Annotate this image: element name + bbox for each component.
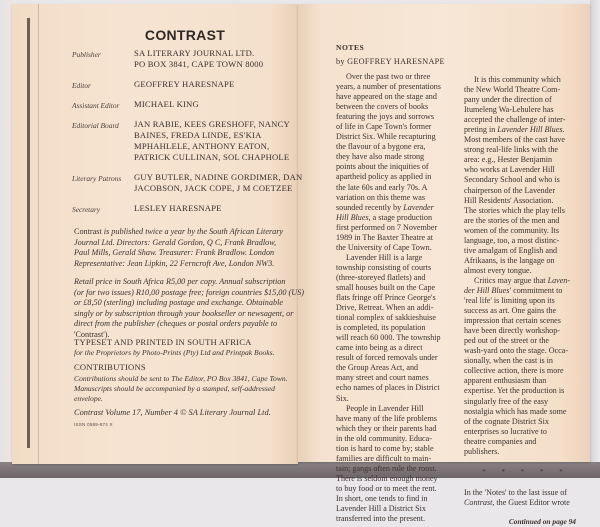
page-fold	[38, 4, 39, 464]
staff-line: SA LITERARY JOURNAL LTD.	[134, 48, 255, 58]
article-line: The stories which the play tells	[464, 205, 565, 215]
staff-line: JAN RABIE, KEES GRESHOFF, NANCY	[134, 119, 290, 129]
issn: ISSN 0589-874 X	[74, 422, 113, 427]
journal-name: Contrast	[74, 227, 102, 236]
staff-names	[134, 119, 312, 163]
article-line: Critics may argue that Laven-	[474, 275, 571, 285]
column-2-body	[464, 75, 588, 457]
article-line: result of forced removals under	[336, 353, 438, 363]
staff-line: LESLEY HARESNAPE	[134, 203, 222, 213]
article-line: 1989 in The Baxter Theatre at	[336, 232, 434, 242]
publication-line: Journal Ltd. Directors: Gerald Gordon, Q C, Frank Bradlow,	[74, 237, 277, 247]
staff-names	[134, 79, 312, 90]
contributions-heading: CONTRIBUTIONS	[74, 362, 146, 372]
typeset-heading: TYPESET AND PRINTED IN SOUTH AFRICA	[74, 337, 252, 347]
price-line: or £8,50 (sterling) including postage and exchange. Obtainable	[74, 298, 283, 308]
article-line: transferred into the present.	[336, 514, 425, 524]
article-line: the New World Theatre Com-	[464, 85, 561, 95]
article-line: families are difficult to main-	[336, 453, 432, 463]
article-line: chairperson of the Lavender	[464, 185, 556, 195]
article-line: is completed, its population	[336, 323, 426, 333]
contributions-line: envelope.	[74, 394, 103, 404]
price-info	[74, 277, 306, 341]
byline: by GEOFFREY HARESNAPE	[336, 57, 445, 66]
article-line: Secondary School and who is	[464, 175, 560, 185]
article-line: publishers.	[464, 446, 500, 456]
publication-info	[74, 227, 306, 269]
article-line: have been directly workshop-	[464, 326, 560, 336]
article-line: In the 'Notes' to the last issue of	[464, 487, 567, 497]
article-line: Lavender Hill a District Six	[336, 504, 426, 514]
staff-role: Publisher	[72, 50, 101, 59]
publication-line	[74, 227, 306, 238]
article-line: der Hill Blues' commitment to	[464, 285, 563, 295]
article-line: In short, one tends to find in	[336, 493, 428, 503]
article-line: flats fringe off Prince George's	[336, 293, 436, 303]
staff-row-literary-patrons	[72, 172, 312, 194]
volume-line: Contrast Volume 17, Number 4 © SA Literary Journal Ltd.	[74, 408, 271, 417]
staff-line: MPHAHLELE, ANTHONY EATON,	[134, 141, 270, 151]
staff-role: Literary Patrons	[72, 174, 122, 183]
article-line: women of the community. Its	[464, 225, 560, 235]
staff-line: PATRICK CULLINAN, SOL CHAPHOLE	[134, 152, 290, 162]
article-line: Hill Blues, a stage production	[336, 212, 432, 222]
article-line: theatre companies and	[464, 436, 537, 446]
article-line: came into being as a direct	[336, 343, 423, 353]
publication-line: Paul Mills, Gerald Shaw. Treasurer: Frank Bradlow. London	[74, 248, 275, 258]
article-line: featuring the joys and sorrows	[336, 112, 435, 122]
contributions-line: Manuscripts should be accompanied by a stamped, self-addressed	[74, 384, 275, 394]
article-line: language, too, a most distinc-	[464, 235, 560, 245]
staff-line: GEOFFREY HARESNAPE	[134, 79, 235, 89]
notes-heading: NOTES	[336, 43, 365, 52]
article-line: have appeared on the stage and	[336, 92, 437, 102]
article-line: apartheid policy as applied in	[336, 172, 432, 182]
article-line: will reach 60 000. The township	[336, 333, 441, 343]
article-line: 'real life' is limiting upon its	[464, 296, 555, 306]
article-line: sounded recently by Lavender	[336, 202, 434, 212]
contributions-line: Contributions should be sent to The Editor, PO Box 3841, Cape Town.	[74, 374, 288, 383]
contributions-text	[74, 374, 309, 405]
article-line: Contrast, the Guest Editor wrote	[464, 497, 570, 507]
article-line: first performed on 7 November	[336, 222, 438, 232]
article-line: years, a number of presentations	[336, 82, 441, 92]
article-line: to buy food or to meet the rent.	[336, 483, 437, 493]
staff-role: Secretary	[72, 205, 101, 214]
article-line: apparent enthusiasm than	[464, 376, 547, 386]
article-line: Over the past two or three	[346, 72, 431, 81]
typeset-text: for the Proprietors by Photo-Prints (Pty) Ltd and Printpak Books.	[74, 348, 275, 357]
staff-row-editorial-board	[72, 119, 312, 163]
price-line: direct from the publisher (cheques or postal orders payable to	[74, 319, 278, 329]
article-line: tional complex of sakkieshuise	[336, 313, 437, 323]
staff-row-publisher	[72, 48, 312, 70]
article-line: almost every tongue.	[464, 265, 532, 275]
staff-line: MICHAEL KING	[134, 99, 199, 109]
article-line: the late 60s and early 70s. A	[336, 182, 428, 192]
article-line: who works at Lavender Hill	[464, 165, 555, 175]
staff-row-editor	[72, 79, 312, 90]
staff-names	[134, 48, 312, 70]
article-line: impression that certain scenes	[464, 316, 561, 326]
staff-names	[134, 99, 312, 110]
publication-line: Representative: Jean Lipkin, 22 Ferncroft Ave, London NW3.	[74, 258, 275, 268]
price-line: Retail price in South Africa R5,00 per copy. Annual subscription	[74, 277, 286, 286]
article-line: the University of Cape Town.	[336, 242, 432, 252]
article-line: township consisting of courts	[336, 262, 432, 272]
article-line: There is seldom enough money	[336, 473, 438, 483]
article-line: have many of the life problems	[336, 413, 437, 423]
article-line: expertise. Yet the production is	[464, 386, 565, 396]
article-line: District Six. While recapturing	[336, 132, 436, 142]
article-line: area: e.g., Hester Benjamin	[464, 155, 553, 165]
article-line: which they or their parents had	[336, 423, 437, 433]
article-line: enterprises so lucrative to	[464, 426, 547, 436]
article-line: success as art. One gains the	[464, 306, 557, 316]
staff-row-secretary	[72, 203, 312, 214]
article-line: are the stories of the men and	[464, 215, 560, 225]
section-separator: * * * * *	[482, 467, 570, 476]
price-line: (or for two issues) R10,00 postage free; foreign countries $15,00 (US)	[74, 287, 304, 297]
article-column-2	[464, 75, 588, 527]
article-line: points about the iniquities of	[336, 162, 429, 172]
staff-role: Editorial Board	[72, 121, 119, 130]
article-line: strong real-life links with the	[464, 145, 558, 155]
article-line: the Group Areas Act, and	[336, 363, 419, 373]
article-column-1	[336, 72, 464, 524]
article-line: Six.	[336, 393, 349, 403]
article-line: they have also made strong	[336, 152, 425, 162]
article-line: collective action, there is more	[464, 366, 564, 376]
article-line: preting in Lavender Hill Blues.	[464, 125, 565, 135]
staff-line: PO BOX 3841, CAPE TOWN 8000	[134, 59, 264, 69]
staff-names	[134, 203, 312, 214]
staff-role: Assistant Editor	[72, 101, 120, 110]
article-line: wash-yard onto the stage. Occa-	[464, 346, 569, 356]
article-line: echo names of places in District	[336, 383, 440, 393]
article-line: variation on this theme was	[336, 192, 426, 202]
article-line: It is this community which	[474, 75, 561, 84]
article-line: many street and court names	[336, 373, 429, 383]
article-line: of the cognate District Six	[464, 416, 549, 426]
price-line: 'Contrast').	[74, 329, 110, 339]
column-2-tail	[464, 488, 588, 508]
staff-names	[134, 172, 312, 194]
article-line: tion is hard to come by; stable	[336, 443, 434, 453]
article-line: of life in Cape Town's former	[336, 122, 432, 132]
article-line: pany under the direction of	[464, 95, 552, 105]
masthead-title: CONTRAST	[144, 27, 226, 43]
article-line: in the old community. Educa-	[336, 433, 432, 443]
staff-line: GUY BUTLER, NADINE GORDIMER, DAN	[134, 172, 303, 182]
staff-role: Editor	[72, 81, 91, 90]
staff-line: BAINES, FREDA LINDE, ES'KIA	[134, 130, 262, 140]
background-edge-right	[590, 0, 600, 462]
article-line: Most members of the cast have	[464, 135, 565, 145]
publication-text: is published twice a year by the South African Literary	[101, 227, 284, 236]
article-line: (three-storeyed flatlets) and	[336, 272, 426, 282]
article-line: small houses built on the Cape	[336, 282, 436, 292]
article-line: nostalgia which has made some	[464, 406, 567, 416]
article-line: between the covers of books	[336, 102, 429, 112]
continued-note: Continued on page 94	[508, 516, 576, 526]
article-line: Itumeleng Wa-Lehulere has	[464, 105, 554, 115]
staff-row-assistant-editor	[72, 99, 312, 110]
article-line: Afrikaans, is the langage on	[464, 255, 555, 265]
article-line: singularly free of the easy	[464, 396, 549, 406]
article-line: Hill Residents' Association.	[464, 195, 554, 205]
article-line: Lavender Hill is a large	[346, 252, 423, 262]
article-line: sionally, when the cast is in	[464, 356, 553, 366]
binding-edge	[27, 18, 30, 448]
article-line: Drive, Retreat. When an addi-	[336, 303, 434, 313]
article-line: People in Lavender Hill	[346, 403, 424, 413]
article-line: accepted the challenge of inter-	[464, 115, 566, 125]
article-line: tive amalgam of English and	[464, 245, 558, 255]
staff-list	[72, 48, 312, 223]
article-line: tain; gangs often rule the roost.	[336, 463, 437, 473]
article-line: ped out of the street or the	[464, 336, 549, 346]
article-line: the flavour of a bygone era,	[336, 142, 426, 152]
staff-line: JACOBSON, JACK COPE, J M COETZEE	[134, 183, 293, 193]
price-line: singly or by subscription through your bookseller or newsagent, or	[74, 308, 294, 318]
